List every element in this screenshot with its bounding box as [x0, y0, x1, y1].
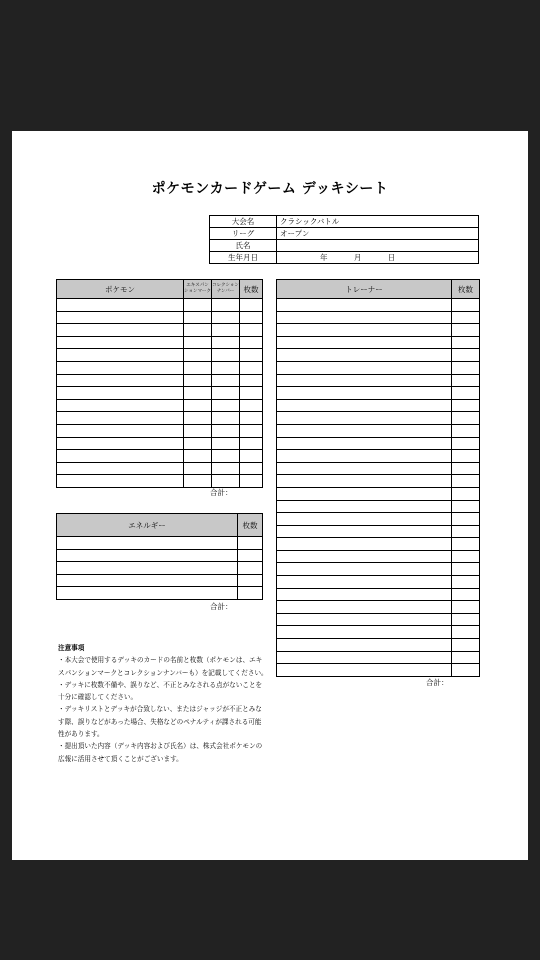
trainer-cell[interactable]: [277, 613, 452, 626]
trainer-row: [277, 588, 480, 601]
pokemon-row: [57, 412, 263, 425]
trainer-cell[interactable]: [277, 563, 452, 576]
trainer-cell[interactable]: [277, 525, 452, 538]
pokemon-header-count: 枚数: [240, 280, 263, 299]
pokemon-cell[interactable]: [212, 412, 240, 425]
notes-heading: 注意事項: [58, 644, 85, 652]
trainer-cell[interactable]: [277, 462, 452, 475]
notes-section: [58, 642, 268, 765]
energy-cell[interactable]: [57, 562, 238, 575]
pokemon-cell[interactable]: [184, 437, 212, 450]
trainer-cell[interactable]: [277, 601, 452, 614]
tournament-label: 大会名: [210, 216, 277, 228]
info-row-league: [210, 228, 479, 240]
trainer-cell[interactable]: [452, 361, 480, 374]
name-label: 氏名: [210, 240, 277, 252]
birth-year-label: 年: [320, 253, 328, 262]
trainer-cell[interactable]: [277, 387, 452, 400]
trainer-row: [277, 387, 480, 400]
birthdate-label: 生年月日: [210, 252, 277, 264]
pokemon-cell[interactable]: [240, 475, 263, 488]
trainer-cell[interactable]: [452, 500, 480, 513]
trainer-cell[interactable]: [452, 349, 480, 362]
trainer-row: [277, 538, 480, 551]
trainer-header-row: [277, 280, 480, 299]
pokemon-cell[interactable]: [57, 450, 184, 463]
pokemon-row: [57, 349, 263, 362]
trainer-cell[interactable]: [452, 311, 480, 324]
pokemon-cell[interactable]: [212, 374, 240, 387]
pokemon-cell[interactable]: [57, 412, 184, 425]
info-row-tournament: [210, 216, 479, 228]
pokemon-cell[interactable]: [184, 361, 212, 374]
pokemon-cell[interactable]: [240, 437, 263, 450]
pokemon-cell[interactable]: [240, 311, 263, 324]
pokemon-cell[interactable]: [184, 336, 212, 349]
pokemon-cell[interactable]: [57, 387, 184, 400]
energy-cell[interactable]: [238, 537, 263, 550]
trainer-cell[interactable]: [277, 424, 452, 437]
trainer-row: [277, 311, 480, 324]
pokemon-cell[interactable]: [240, 324, 263, 337]
pokemon-row: [57, 475, 263, 488]
pokemon-row: [57, 437, 263, 450]
trainer-cell[interactable]: [277, 324, 452, 337]
trainer-row: [277, 336, 480, 349]
pokemon-row: [57, 399, 263, 412]
pokemon-cell[interactable]: [57, 424, 184, 437]
pokemon-cell[interactable]: [240, 349, 263, 362]
sheet-title: ポケモンカードゲーム デッキシート: [151, 181, 389, 197]
trainer-cell[interactable]: [277, 311, 452, 324]
pokemon-cell[interactable]: [184, 450, 212, 463]
pokemon-cell[interactable]: [240, 374, 263, 387]
pokemon-cell[interactable]: [212, 311, 240, 324]
pokemon-total-label: 合計：: [210, 488, 233, 497]
trainer-row: [277, 513, 480, 526]
pokemon-cell[interactable]: [57, 475, 184, 488]
pokemon-cell[interactable]: [57, 374, 184, 387]
energy-row: [57, 549, 263, 562]
trainer-cell[interactable]: [452, 550, 480, 563]
pokemon-cell[interactable]: [240, 424, 263, 437]
player-info-table: [209, 215, 479, 264]
trainer-cell[interactable]: [277, 626, 452, 639]
pokemon-cell[interactable]: [240, 387, 263, 400]
energy-cell[interactable]: [57, 549, 238, 562]
trainer-row: [277, 626, 480, 639]
trainer-cell[interactable]: [452, 538, 480, 551]
pokemon-cell[interactable]: [212, 324, 240, 337]
trainer-cell[interactable]: [452, 462, 480, 475]
pokemon-row: [57, 424, 263, 437]
trainer-header-name: トレーナー: [277, 280, 452, 299]
trainer-cell[interactable]: [277, 639, 452, 652]
trainer-cell[interactable]: [277, 399, 452, 412]
trainer-row: [277, 374, 480, 387]
trainer-cell[interactable]: [452, 437, 480, 450]
pokemon-cell[interactable]: [57, 437, 184, 450]
trainer-cell[interactable]: [277, 538, 452, 551]
energy-row: [57, 537, 263, 550]
info-row-name: [210, 240, 479, 252]
trainer-cell[interactable]: [452, 374, 480, 387]
pokemon-row: [57, 462, 263, 475]
note-item: ・デッキリストとデッキが合致しない、またはジャッジが不正とみなす際、誤りなどがあった場合、失格などのペナルティが課される可能性があります。: [58, 705, 262, 739]
pokemon-row: [57, 299, 263, 312]
trainer-cell[interactable]: [277, 437, 452, 450]
pokemon-cell[interactable]: [212, 475, 240, 488]
trainer-row: [277, 437, 480, 450]
note-item: ・提出頂いた内容（デッキ内容および氏名）は、株式会社ポケモンの広報に活用させて頂くことがございます。: [58, 742, 263, 763]
pokemon-cell[interactable]: [212, 299, 240, 312]
energy-header-name: エネルギー: [57, 514, 238, 537]
league-label: リーグ: [210, 228, 277, 240]
pokemon-row: [57, 374, 263, 387]
trainer-cell[interactable]: [452, 336, 480, 349]
pokemon-table: [56, 279, 263, 488]
energy-row: [57, 562, 263, 575]
trainer-cell[interactable]: [452, 412, 480, 425]
trainer-cell[interactable]: [452, 664, 480, 677]
pokemon-cell[interactable]: [212, 361, 240, 374]
energy-cell[interactable]: [57, 537, 238, 550]
pokemon-row: [57, 311, 263, 324]
pokemon-header-collection: コレクション ナンバー: [212, 280, 240, 299]
pokemon-cell[interactable]: [240, 450, 263, 463]
trainer-row: [277, 450, 480, 463]
pokemon-cell[interactable]: [212, 387, 240, 400]
trainer-row: [277, 299, 480, 312]
trainer-cell[interactable]: [277, 487, 452, 500]
trainer-cell[interactable]: [452, 513, 480, 526]
pokemon-row: [57, 324, 263, 337]
note-item: ・本大会で使用するデッキのカードの名前と枚数（ポケモンは、エキスパンションマークとコレクションナンバーも）を記載してください。: [58, 656, 268, 677]
league-value[interactable]: オープン: [277, 228, 479, 240]
trainer-row: [277, 361, 480, 374]
trainer-cell[interactable]: [452, 450, 480, 463]
pokemon-row: [57, 450, 263, 463]
pokemon-cell[interactable]: [184, 399, 212, 412]
pokemon-cell[interactable]: [57, 311, 184, 324]
trainer-row: [277, 613, 480, 626]
trainer-cell[interactable]: [277, 349, 452, 362]
trainer-row: [277, 500, 480, 513]
pokemon-cell[interactable]: [240, 361, 263, 374]
trainer-row: [277, 576, 480, 589]
trainer-cell[interactable]: [452, 487, 480, 500]
pokemon-cell[interactable]: [184, 424, 212, 437]
pokemon-cell[interactable]: [57, 324, 184, 337]
energy-cell[interactable]: [57, 587, 238, 600]
trainer-header-count: 枚数: [452, 280, 480, 299]
energy-cell[interactable]: [57, 574, 238, 587]
trainer-cell[interactable]: [452, 324, 480, 337]
trainer-cell[interactable]: [277, 336, 452, 349]
pokemon-header-row: [57, 280, 263, 299]
trainer-cell[interactable]: [452, 387, 480, 400]
pokemon-cell[interactable]: [57, 462, 184, 475]
trainer-cell[interactable]: [452, 424, 480, 437]
pokemon-cell[interactable]: [184, 311, 212, 324]
trainer-row: [277, 651, 480, 664]
energy-header-row: [57, 514, 263, 537]
trainer-cell[interactable]: [277, 361, 452, 374]
trainer-row: [277, 550, 480, 563]
trainer-cell[interactable]: [452, 613, 480, 626]
trainer-cell[interactable]: [452, 626, 480, 639]
trainer-row: [277, 412, 480, 425]
pokemon-cell[interactable]: [212, 349, 240, 362]
trainer-row: [277, 324, 480, 337]
trainer-cell[interactable]: [277, 475, 452, 488]
energy-row: [57, 587, 263, 600]
trainer-total-label: 合計：: [426, 678, 449, 687]
trainer-cell[interactable]: [452, 563, 480, 576]
pokemon-cell[interactable]: [184, 299, 212, 312]
energy-cell[interactable]: [238, 574, 263, 587]
trainer-row: [277, 664, 480, 677]
pokemon-cell[interactable]: [184, 475, 212, 488]
energy-total-label: 合計：: [210, 602, 233, 611]
trainer-cell[interactable]: [277, 550, 452, 563]
trainer-cell[interactable]: [452, 399, 480, 412]
pokemon-row: [57, 387, 263, 400]
trainer-cell[interactable]: [452, 601, 480, 614]
trainer-cell[interactable]: [452, 299, 480, 312]
deck-sheet: [12, 131, 528, 860]
pokemon-cell[interactable]: [212, 462, 240, 475]
trainer-cell[interactable]: [277, 513, 452, 526]
trainer-row: [277, 525, 480, 538]
trainer-row: [277, 639, 480, 652]
pokemon-cell[interactable]: [212, 399, 240, 412]
pokemon-cell[interactable]: [240, 336, 263, 349]
pokemon-cell[interactable]: [57, 399, 184, 412]
trainer-row: [277, 349, 480, 362]
pokemon-row: [57, 336, 263, 349]
pokemon-cell[interactable]: [184, 324, 212, 337]
trainer-cell[interactable]: [277, 450, 452, 463]
info-row-birthdate: [210, 252, 479, 264]
pokemon-cell[interactable]: [184, 412, 212, 425]
pokemon-cell[interactable]: [212, 437, 240, 450]
trainer-cell[interactable]: [452, 525, 480, 538]
birthdate-field[interactable]: [277, 252, 479, 264]
pokemon-cell[interactable]: [212, 450, 240, 463]
pokemon-cell[interactable]: [57, 299, 184, 312]
trainer-row: [277, 399, 480, 412]
trainer-row: [277, 462, 480, 475]
trainer-cell[interactable]: [452, 651, 480, 664]
trainer-cell[interactable]: [277, 299, 452, 312]
trainer-cell[interactable]: [452, 576, 480, 589]
pokemon-cell[interactable]: [184, 462, 212, 475]
pokemon-cell[interactable]: [212, 424, 240, 437]
trainer-cell[interactable]: [277, 412, 452, 425]
pokemon-cell[interactable]: [184, 349, 212, 362]
pokemon-cell[interactable]: [240, 462, 263, 475]
pokemon-header-name: ポケモン: [57, 280, 184, 299]
pokemon-cell[interactable]: [184, 387, 212, 400]
energy-header-count: 枚数: [238, 514, 263, 537]
trainer-cell[interactable]: [452, 639, 480, 652]
trainer-cell[interactable]: [277, 588, 452, 601]
trainer-cell[interactable]: [277, 374, 452, 387]
trainer-cell[interactable]: [452, 475, 480, 488]
birth-month-label: 月: [353, 253, 362, 262]
pokemon-cell[interactable]: [212, 336, 240, 349]
energy-row: [57, 574, 263, 587]
trainer-row: [277, 424, 480, 437]
trainer-table: [276, 279, 480, 677]
note-item: ・デッキに枚数不備や、誤りなど、不正とみなされる点がないことを十分に確認してください。: [58, 680, 263, 702]
pokemon-cell[interactable]: [57, 361, 184, 374]
trainer-row: [277, 601, 480, 614]
pokemon-cell[interactable]: [240, 412, 263, 425]
trainer-cell[interactable]: [452, 588, 480, 601]
energy-cell[interactable]: [238, 562, 263, 575]
energy-cell[interactable]: [238, 587, 263, 600]
trainer-cell[interactable]: [277, 651, 452, 664]
birth-day-label: 日: [387, 253, 396, 262]
energy-cell[interactable]: [238, 549, 263, 562]
trainer-row: [277, 475, 480, 488]
trainer-cell[interactable]: [277, 664, 452, 677]
pokemon-cell[interactable]: [184, 374, 212, 387]
pokemon-cell[interactable]: [57, 336, 184, 349]
name-value[interactable]: [277, 240, 479, 252]
pokemon-cell[interactable]: [240, 399, 263, 412]
energy-table: [56, 513, 263, 600]
pokemon-header-expansion: エキスパン ションマーク: [184, 280, 212, 299]
tournament-value[interactable]: クラシックバトル: [277, 216, 479, 228]
pokemon-cell[interactable]: [57, 349, 184, 362]
pokemon-row: [57, 361, 263, 374]
trainer-row: [277, 563, 480, 576]
trainer-cell[interactable]: [277, 576, 452, 589]
pokemon-cell[interactable]: [240, 299, 263, 312]
trainer-row: [277, 487, 480, 500]
trainer-cell[interactable]: [277, 500, 452, 513]
